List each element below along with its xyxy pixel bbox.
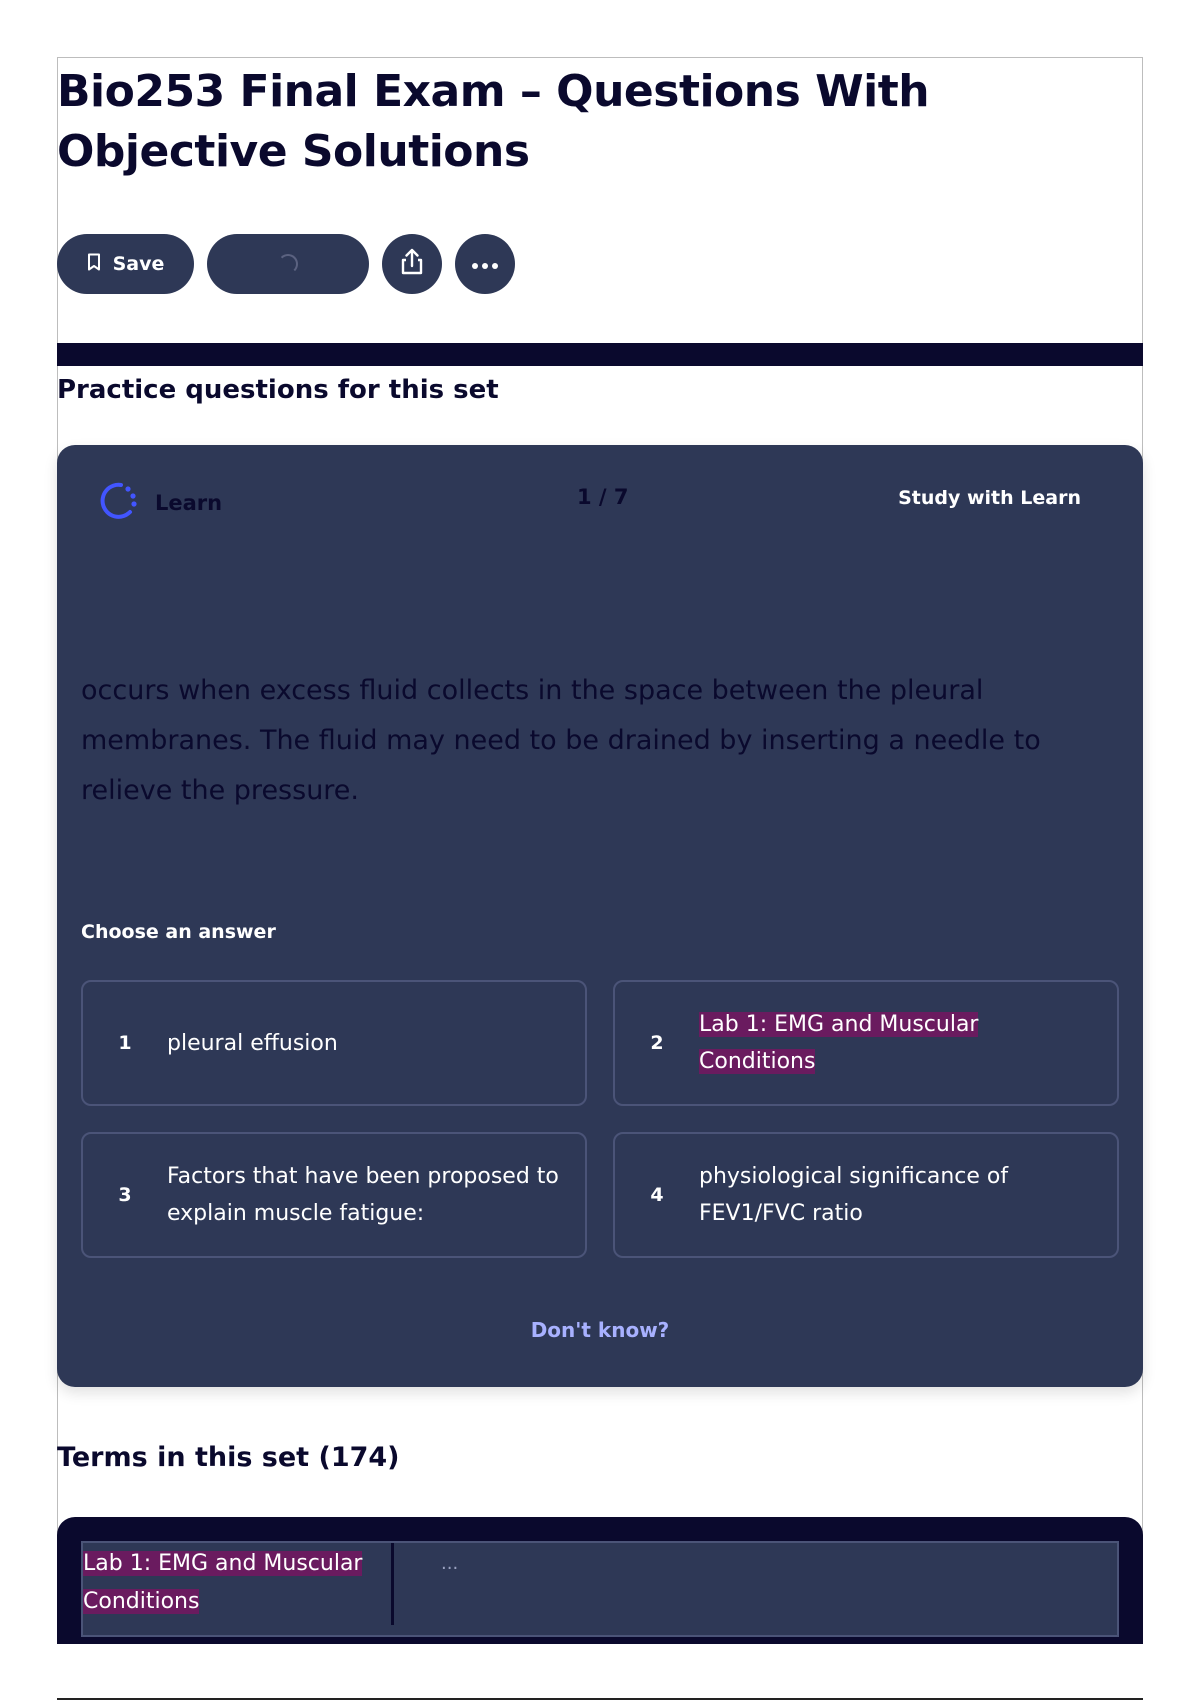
option-text: [699, 1006, 1117, 1080]
choose-answer-label: Choose an answer: [81, 921, 276, 943]
bookmark-icon: [87, 253, 101, 276]
terms-heading: Terms in this set (174): [57, 1442, 400, 1473]
learn-badge: [97, 480, 222, 526]
term-row[interactable]: [81, 1541, 1119, 1637]
question-text: occurs when excess fluid collects in the space between the pleural membranes. The fluid may need to be drained by inserting a needle to relieve the pressure.: [81, 675, 1041, 806]
term-separator: [391, 1543, 394, 1625]
highlighted-text: Lab 1: EMG and Muscular Conditions: [699, 1012, 979, 1074]
learn-label: Learn: [155, 491, 223, 515]
learn-card: [57, 445, 1143, 1387]
study-with-learn-link[interactable]: Study with Learn: [898, 487, 1081, 509]
answer-option-1[interactable]: [81, 980, 587, 1106]
option-number: 4: [650, 1184, 664, 1206]
option-text: pleural effusion: [167, 1030, 338, 1056]
save-button-label: Save: [112, 253, 165, 275]
terms-list: [57, 1517, 1143, 1644]
more-icon: [471, 255, 499, 274]
term-definition: ...: [441, 1553, 459, 1574]
save-button[interactable]: [57, 234, 194, 294]
page-border-top: [57, 57, 1143, 58]
option-number: 2: [650, 1032, 664, 1054]
practice-heading: Practice questions for this set: [57, 375, 499, 405]
answer-option-2[interactable]: [613, 980, 1119, 1106]
loading-spinner-icon: [278, 254, 298, 274]
highlighted-text: Lab 1: EMG and Muscular Conditions: [83, 1551, 363, 1614]
learn-mode-icon: [97, 480, 139, 526]
loading-button[interactable]: [207, 234, 369, 294]
option-number: 3: [118, 1184, 132, 1206]
more-options-button[interactable]: [455, 234, 515, 294]
option-text: Factors that have been proposed to explain muscle fatigue:: [167, 1164, 559, 1226]
dont-know-link[interactable]: Don't know?: [530, 1318, 670, 1342]
question-counter: 1 / 7: [577, 485, 629, 509]
section-divider: [57, 343, 1143, 366]
page-title: Bio253 Final Exam – Questions With Objective Solutions: [57, 66, 930, 177]
option-number: 1: [118, 1032, 132, 1054]
set-toolbar: [57, 234, 515, 294]
term-word: [83, 1543, 393, 1621]
option-text: physiological significance of FEV1/FVC ratio: [699, 1164, 1009, 1226]
share-button[interactable]: [382, 234, 442, 294]
answer-option-4[interactable]: [613, 1132, 1119, 1258]
answer-option-3[interactable]: [81, 1132, 587, 1258]
share-icon: [399, 248, 425, 280]
